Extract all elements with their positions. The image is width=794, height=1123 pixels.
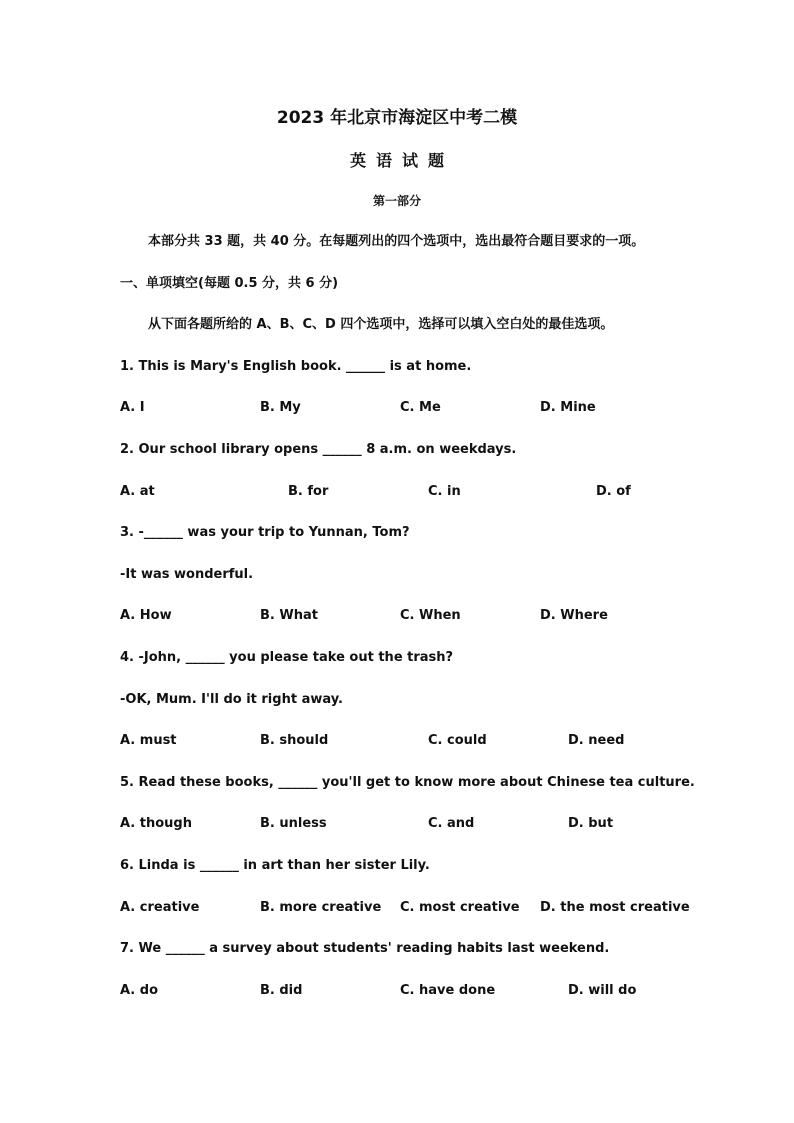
- option-c[interactable]: C. Me: [400, 400, 441, 415]
- question-stem: 5. Read these books, ______ you'll get to know more about Chinese tea culture.: [120, 775, 695, 790]
- option-d[interactable]: D. will do: [568, 983, 637, 998]
- question-stem: 2. Our school library opens ______ 8 a.m. on weekdays.: [120, 442, 517, 457]
- option-d[interactable]: D. but: [568, 816, 614, 831]
- option-a[interactable]: A. though: [120, 816, 192, 831]
- option-c[interactable]: C. most creative: [400, 900, 520, 915]
- dialogue-reply: -OK, Mum. I'll do it right away.: [120, 692, 343, 707]
- section-heading: 一、单项填空(每题 0.5 分，共 6 分): [120, 276, 339, 291]
- option-c[interactable]: C. could: [428, 733, 487, 748]
- subject-title: 英语试题: [349, 151, 454, 170]
- option-a[interactable]: A. creative: [120, 900, 200, 915]
- option-c[interactable]: C. have done: [400, 983, 496, 998]
- option-b[interactable]: B. for: [288, 484, 329, 499]
- option-d[interactable]: D. Where: [540, 608, 608, 623]
- option-d[interactable]: D. the most creative: [540, 900, 690, 915]
- option-d[interactable]: D. of: [596, 484, 631, 499]
- option-b[interactable]: B. unless: [260, 816, 327, 831]
- intro-text: 本部分共 33 题，共 40 分。在每题列出的四个选项中，选出最符合题目要求的一项。: [148, 234, 645, 249]
- question-stem: 6. Linda is ______ in art than her sister Lily.: [120, 858, 430, 873]
- option-d[interactable]: D. need: [568, 733, 625, 748]
- option-b[interactable]: B. should: [260, 733, 329, 748]
- option-d[interactable]: D. Mine: [540, 400, 596, 415]
- option-a[interactable]: A. at: [120, 484, 155, 499]
- question-stem: 4. -John, ______ you please take out the trash?: [120, 650, 454, 665]
- option-c[interactable]: C. and: [428, 816, 475, 831]
- option-b[interactable]: B. did: [260, 983, 303, 998]
- option-c[interactable]: C. in: [428, 484, 461, 499]
- dialogue-reply: -It was wonderful.: [120, 567, 254, 582]
- option-a[interactable]: A. do: [120, 983, 159, 998]
- question-stem: 1. This is Mary's English book. ______ is at home.: [120, 359, 472, 374]
- option-b[interactable]: B. My: [260, 400, 301, 415]
- section-instruction: 从下面各题所给的 A、B、C、D 四个选项中，选择可以填入空白处的最佳选项。: [148, 317, 614, 332]
- part-label: 第一部分: [372, 194, 421, 208]
- question-stem: 7. We ______ a survey about students' reading habits last weekend.: [120, 941, 610, 956]
- option-b[interactable]: B. more creative: [260, 900, 382, 915]
- question-stem: 3. -______ was your trip to Yunnan, Tom?: [120, 525, 410, 540]
- option-b[interactable]: B. What: [260, 608, 318, 623]
- option-c[interactable]: C. When: [400, 608, 461, 623]
- option-a[interactable]: A. I: [120, 400, 145, 415]
- exam-title: 2023 年北京市海淀区中考二模: [276, 108, 518, 128]
- option-a[interactable]: A. must: [120, 733, 177, 748]
- option-a[interactable]: A. How: [120, 608, 172, 623]
